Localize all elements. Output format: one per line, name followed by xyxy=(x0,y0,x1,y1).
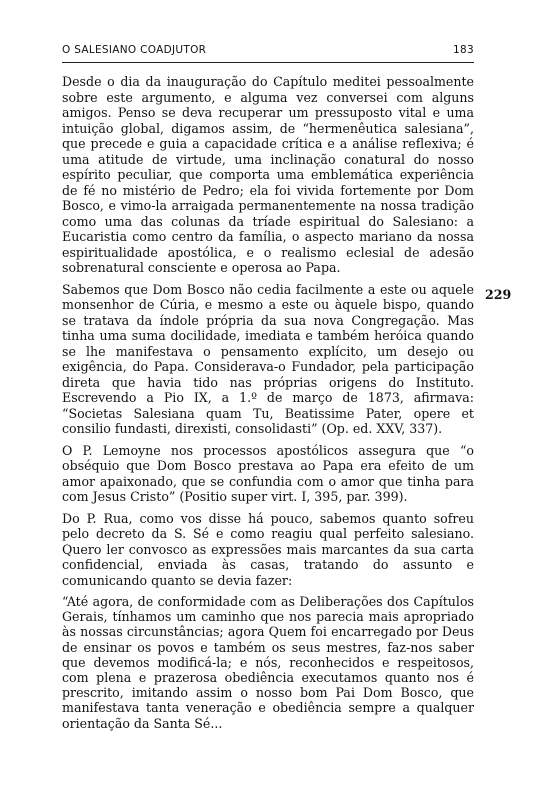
paragraph-2: Sabemos que Dom Bosco não cedia facilmente a este ou aquele monsenhor de Cúria, e mesmo a este ou àquele bispo, quando se tratava da índole própria da sua nova Congregação. Mas tinha uma suma docilidade, imediata e também heróica quando se lhe manifestava o pensamento explícito, um desejo ou exigência, do Papa. Considerava-o Fundador, pela participação direta que havia tido nas próprias origens do Instituto. Escrevendo a Pio IX, a 1.º de março de 1873, afirmava: “Societas Salesiana quam Tu, Beatissime Pater, opere et consilio fundasti, direxisti, consolidasti” (Op. ed. XXV, 337). xyxy=(62,281,474,436)
paragraph-1: Desde o dia da inauguração do Capítulo meditei pessoalmente sobre este argumento, e alguma vez conversei com alguns amigos. Penso se deva recuperar um pressuposto vital e uma intuição global, digamos assim, de “hermenêutica salesiana”, que precede e guia a capacidade crítica e a análise reflexiva; é uma atitude de virtude, uma inclinação conatural do nosso espírito peculiar, que comporta uma emblemática experiência de fé no mistério de Pedro; ela foi vivida fortemente por Dom Bosco, e vimo-la arraigada permanentemente na nossa tradição como uma das colunas da tríade espiritual do Salesiano: a Eucaristia como centro da família, o aspecto mariano da nossa espiritualidade apostólica, e o realismo eclesial de adesão sobrenatural consciente e operosa ao Papa. xyxy=(62,74,474,275)
paragraph-4: Do P. Rua, como vos disse há pouco, sabemos quanto sofreu pelo decreto da S. Sé e como reagiu qual perfeito salesiano. Quero ler convosco as expressões mais marcantes da sua carta confidencial, enviada às casas, tratando do assunto e comunicando quanto se devia fazer: xyxy=(62,510,474,588)
header-rule xyxy=(62,62,474,63)
page-number: 183 xyxy=(453,44,474,56)
paragraph-5-quotation: “Até agora, de conformidade com as Deliberações dos Capítulos Gerais, tínhamos um caminho que nos parecia mais apropriado às nossas circunstâncias; agora Quem foi encarregado por Deus de ensinar os povos e também os seus mestres, faz-nos saber que devemos modificá-la; e nós, reconhecidos e respeitosos, com plena e prazerosa obediência executamos quanto nos é prescrito, imitando assim o nosso bom Pai Dom Bosco, que manifestava tanta veneração e obediência sempre a qualquer orientação da Santa Sé... xyxy=(62,594,474,731)
running-title: O SALESIANO COADJUTOR xyxy=(62,44,207,56)
paragraph-3: O P. Lemoyne nos processos apostólicos assegura que “o obséquio que Dom Bosco prestava ao Papa era efeito de um amor apaixonado, que se confundia com o amor que tinha para com Jesus Cristo” (Positio super virt. I, 395, par. 399). xyxy=(62,442,474,504)
margin-reference-number: 229 xyxy=(485,287,512,302)
running-header xyxy=(62,44,474,56)
page-body xyxy=(62,74,474,737)
